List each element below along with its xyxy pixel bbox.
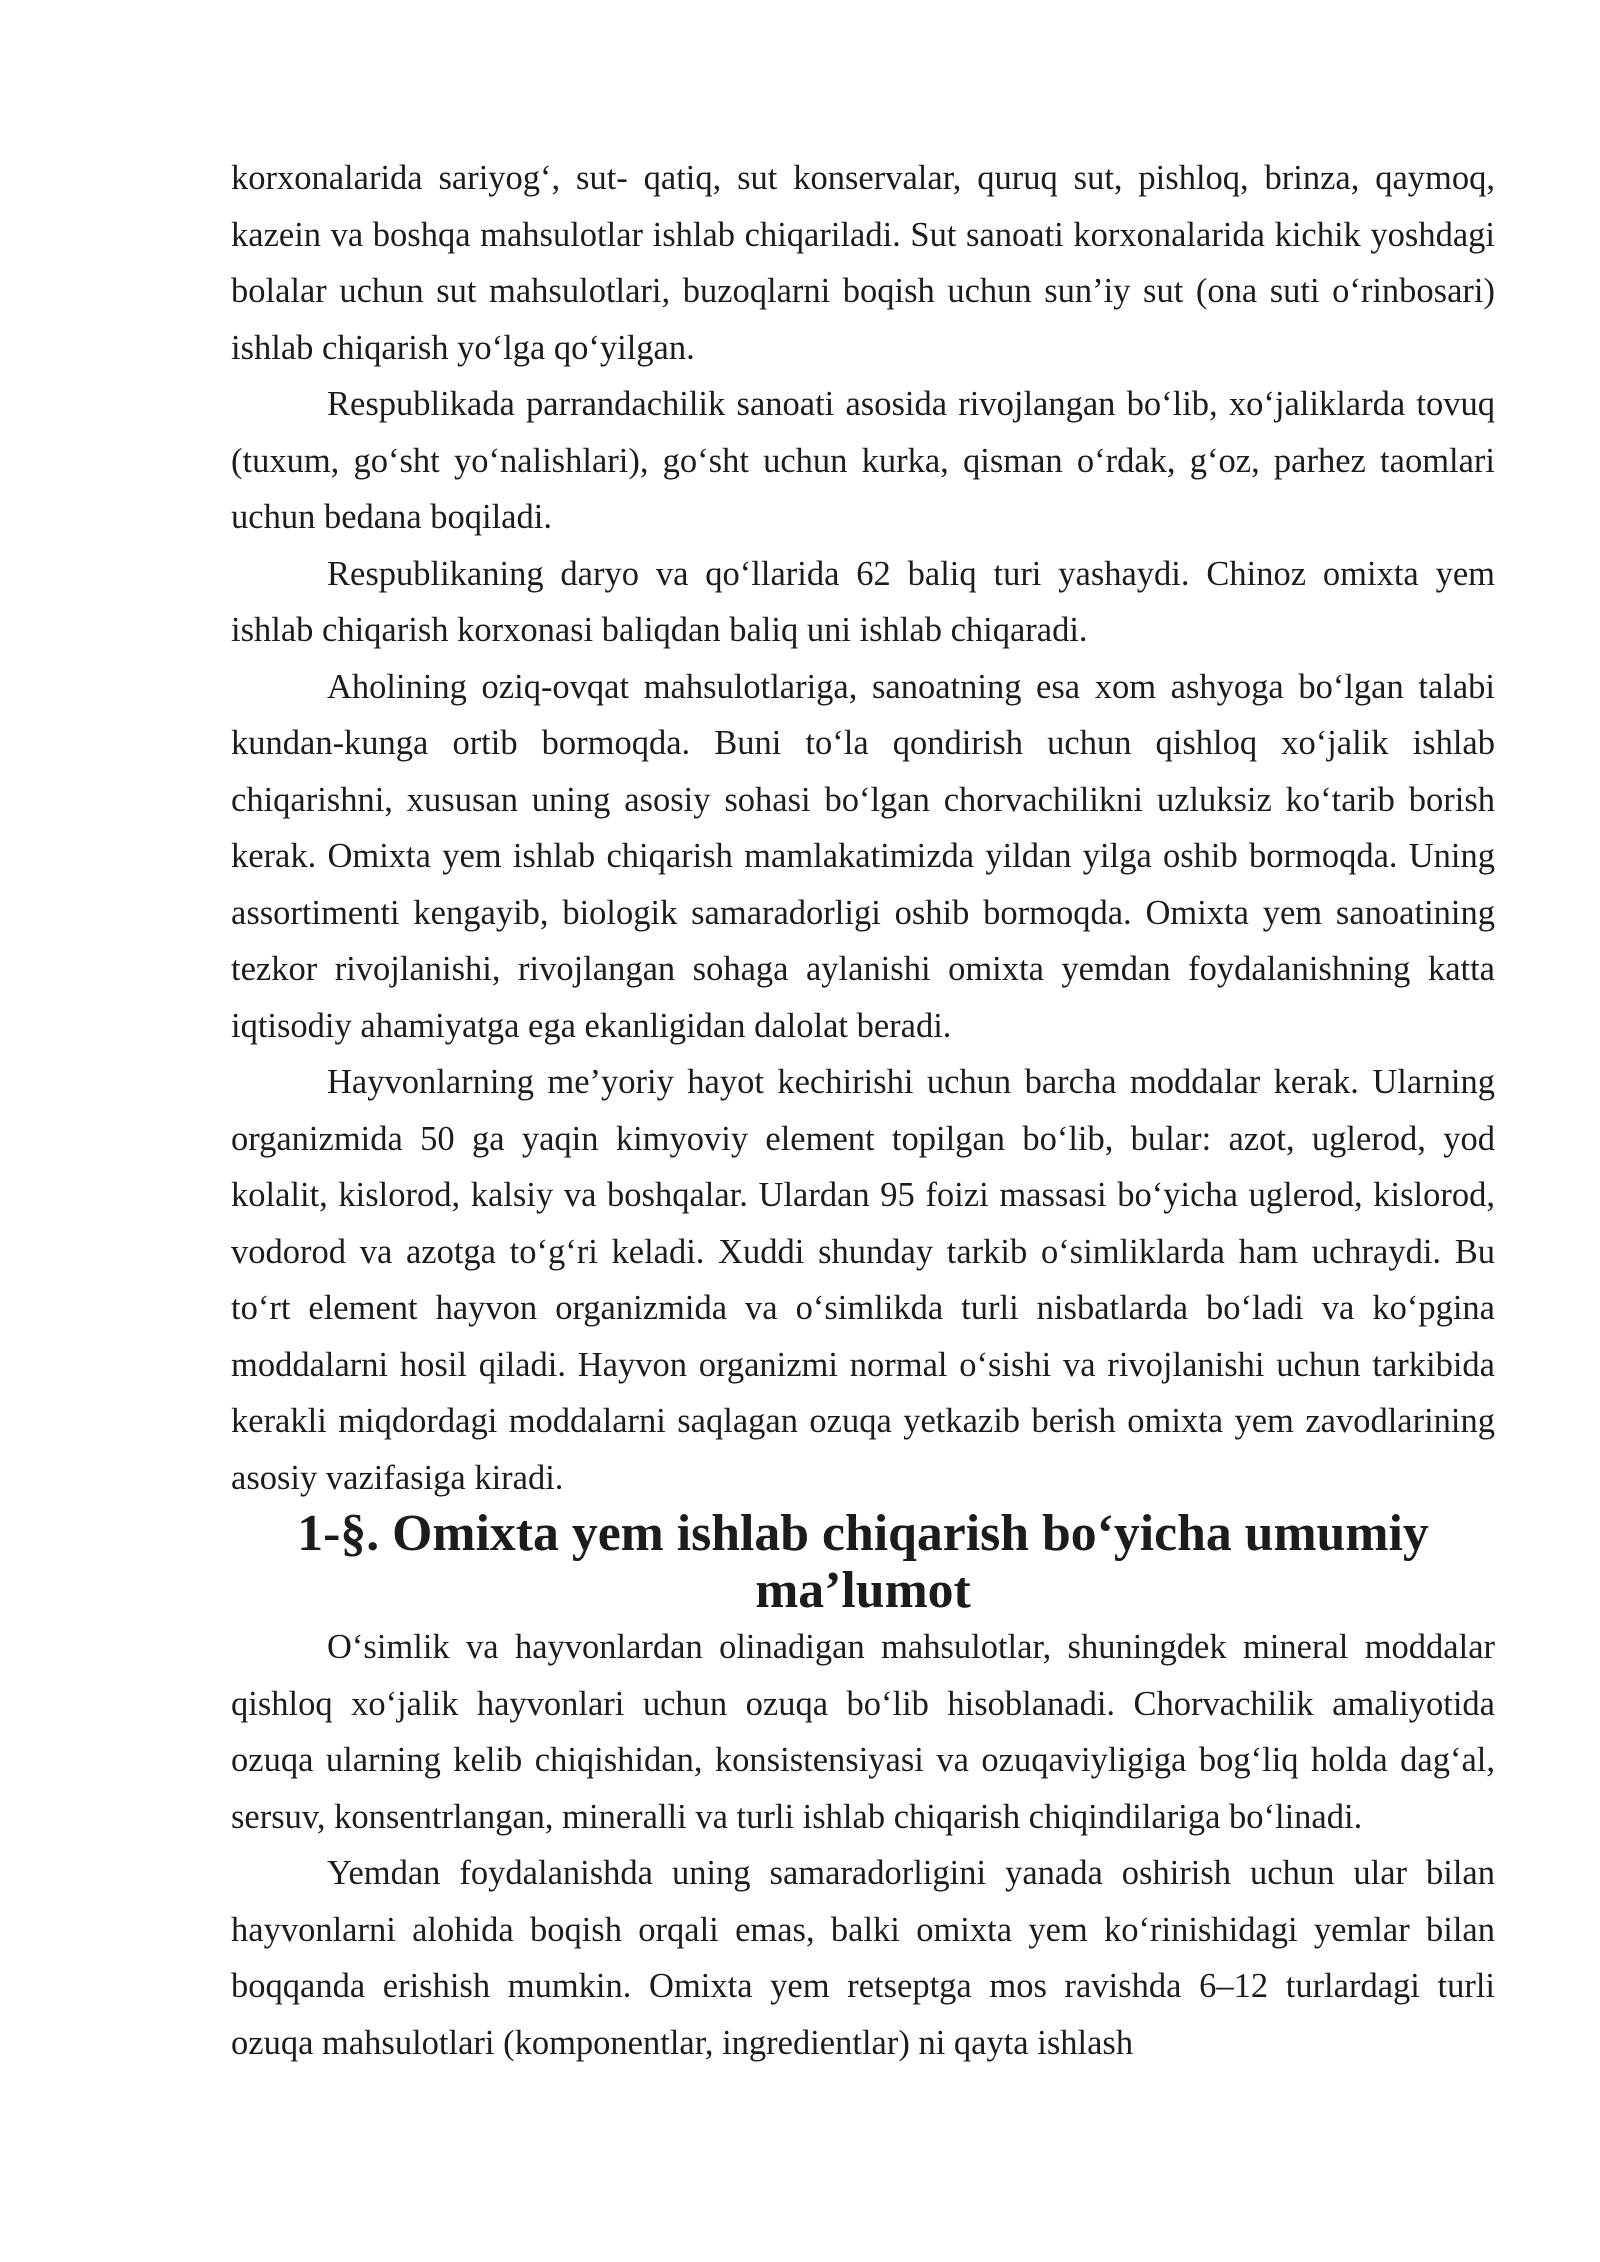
paragraph-poultry: Respublikada parrandachilik sanoati asosida rivojlangan bo‘lib, xo‘jaliklarda tovuq (tuxum, go‘sht yo‘nalishlari), go‘sht uchun kurka, qisman o‘rdak, g‘oz, parhez taomlari uchun bedana boqiladi. xyxy=(231,385,1495,536)
section-heading: 1-§. Omixta yem ishlab chiqarish bo‘yicha umumiy ma’lumot xyxy=(297,1505,1429,1619)
paragraph-animal-elements: Hayvonlarning me’yoriy hayot kechirishi uchun barcha moddalar kerak. Ularning organizmida 50 ga yaqin kimyoviy element topilgan bo‘lib, bular: azot, uglerod, yod kolalit, kislorod, kalsiy va boshqalar. Ulardan 95 foizi massasi bo‘yicha uglerod, kislorod, vodorod va azotga to‘g‘ri keladi. Xuddi shunday tarkib o‘simliklarda ham uchraydi. Bu to‘rt element hayvon organizmida va o‘simlikda turli nisbatlarda bo‘ladi va ko‘pgina moddalarni hosil qiladi. Hayvon organizmi normal o‘sishi va rivojlanishi uchun tarkibida kerakli miqdordagi moddalarni saqlagan ozuqa yetkazib berish omixta yem zavodlarining asosiy vazifasiga kiradi. xyxy=(231,1063,1495,1497)
paragraph-fish: Respublikaning daryo va qo‘llarida 62 baliq turi yashaydi. Chinoz omixta yem ishlab chiqarish korxonasi baliqdan baliq uni ishlab chiqaradi. xyxy=(231,554,1495,649)
paragraph-feed-types: O‘simlik va hayvonlardan olinadigan mahsulotlar, shuningdek mineral moddalar qishloq xo‘jalik hayvonlari uchun ozuqa bo‘lib hisoblanadi. Chorvachilik amaliyotida ozuqa ularning kelib chiqishidan, konsistensiyasi va ozuqaviyligiga bog‘liq holda dag‘al, sersuv, konsentrlangan, mineralli va turli ishlab chiqarish chiqindilariga bo‘linadi. xyxy=(231,1628,1495,1836)
document-page xyxy=(231,150,1495,2071)
paragraph-feed-demand: Aholining oziq-ovqat mahsulotlariga, sanoatning esa xom ashyoga bo‘lgan talabi kundan-kunga ortib bormoqda. Buni to‘la qondirish uchun qishloq xo‘jalik ishlab chiqarishni, xususan uning asosiy sohasi bo‘lgan chorvachilikni uzluksiz ko‘tarib borish kerak. Omixta yem ishlab chiqarish mamlakatimizda yildan yilga oshib bormoqda. Uning assortimenti kengayib, biologik samaradorligi oshib bormoqda. Omixta yem sanoatining tezkor rivojlanishi, rivojlangan sohaga aylanishi omixta yemdan foydalanishning katta iqtisodiy ahamiyatga ega ekanligidan dalolat beradi. xyxy=(231,667,1495,1045)
paragraph-compound-feed: Yemdan foydalanishda uning samaradorligini yanada oshirish uchun ular bilan hayvonlarni alohida boqish orqali emas, balki omixta yem ko‘rinishidagi yemlar bilan boqqanda erishish mumkin. Omixta yem retseptga mos ravishda 6–12 turlardagi turli ozuqa mahsulotlari (komponentlar, ingredientlar) ni qayta ishlash xyxy=(231,1854,1495,2062)
paragraph-dairy-products: korxonalarida sariyog‘, sut- qatiq, sut konservalar, quruq sut, pishloq, brinza, qaymoq, kazein va boshqa mahsulotlar ishlab chiqariladi. Sut sanoati korxonalarida kichik yoshdagi bolalar uchun sut mahsulotlari, buzoqlarni boqish uchun sun’iy sut (ona suti o‘rinbosari) ishlab chiqarish yo‘lga qo‘yilgan. xyxy=(231,159,1495,367)
